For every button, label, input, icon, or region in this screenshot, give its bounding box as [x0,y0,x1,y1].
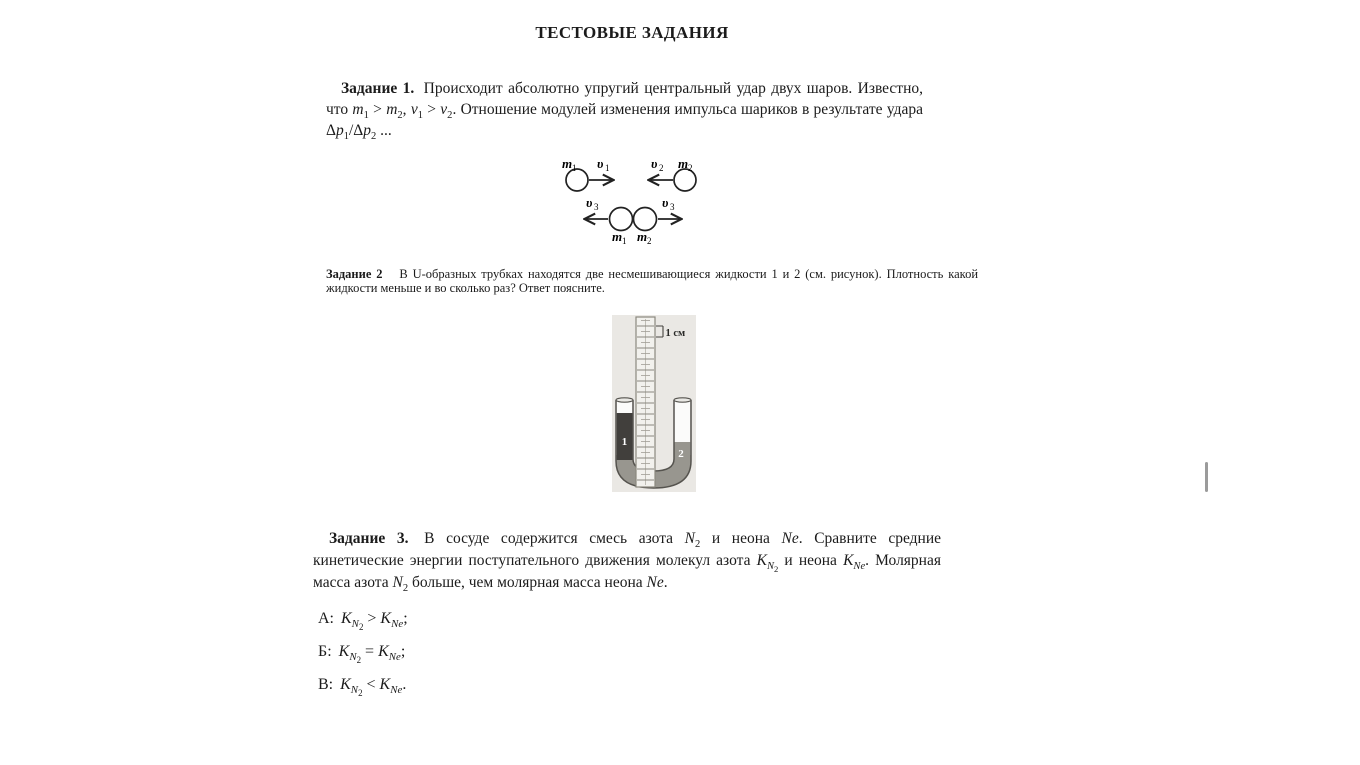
right-tube-rim [674,398,691,402]
collision-diagram [552,150,702,245]
task3-paragraph [313,528,941,594]
before-collision-right [649,156,696,191]
liquid2-label: 2 [678,448,684,460]
liquid1-label: 1 [621,436,628,448]
label-v1-sub: 1 [605,163,610,173]
label-v2: υ [651,156,658,171]
option-a-formula: $K_{N_2} > K_{Ne}$; [341,610,408,633]
ball-m2 [674,169,696,191]
u-tube-figure [612,315,696,492]
label-v3-right: υ [662,195,669,210]
option-v-formula: $K_{N_2} < K_{Ne}$. [340,676,407,699]
label-m2-sub: 2 [688,163,693,173]
label-v1: υ [597,156,604,171]
ball-m1-after [610,208,633,231]
option-b-letter: Б: [318,643,332,660]
task2-paragraph [326,267,978,295]
scale-label: 1 см [665,328,686,339]
label-v3-left-sub: 3 [594,202,599,212]
task1-label: Задание 1. [341,80,415,97]
task3-label: Задание 3. [329,530,409,547]
label-m1-after: m [612,229,623,244]
task2-label: Задание 2 [326,267,383,281]
label-m2: m [678,156,689,171]
task3-text: В сосуде содержится смесь азота $N_2$ и неона Ne. Сравните средние кинетические энергии поступательного движения молекул азота $K_{N_2}$ и неона $K_{Ne}$. Молярная масса азота $N_2$ больше, чем молярная масса неона Ne. [313,530,942,595]
answer-options [318,606,408,705]
ruler-column [636,317,655,487]
before-collision-left [562,156,613,191]
label-m1: m [562,156,573,171]
option-v-letter: В: [318,676,334,693]
option-b [318,639,408,665]
option-v [318,672,408,698]
scrollbar-thumb[interactable] [1205,462,1208,492]
task1-paragraph [326,78,923,141]
left-tube-rim [616,398,633,402]
label-v3-right-sub: 3 [670,202,675,212]
ball-m1 [566,169,588,191]
label-v2-sub: 2 [659,163,664,173]
label-m1-after-sub: 1 [622,236,627,245]
label-m2-after: m [637,229,648,244]
ball-m2-after [634,208,657,231]
label-v3-left: υ [586,195,593,210]
after-collision [585,195,681,245]
page-title: ТЕСТОВЫЕ ЗАДАНИЯ [535,23,729,42]
task2-text: В U-образных трубках находятся две несмешивающиеся жидкости 1 и 2 (см. рисунок). Плотность какой жидкости меньше и во сколько раз? Ответ поясните. [326,267,979,295]
label-m1-sub: 1 [572,163,577,173]
option-b-formula: $K_{N_2} = K_{Ne}$; [338,643,406,666]
task1-text: Происходит абсолютно упругий центральный удар двух шаров. Известно, что $m_1 > m_2$, $v_1 > v_2$. Отношение модулей изменения импульса шариков в результате удара $\Delta p_1/\Delta p_2$ ... [326,80,924,143]
option-a-letter: А: [318,610,334,627]
option-a [318,606,408,632]
label-m2-after-sub: 2 [647,236,652,245]
